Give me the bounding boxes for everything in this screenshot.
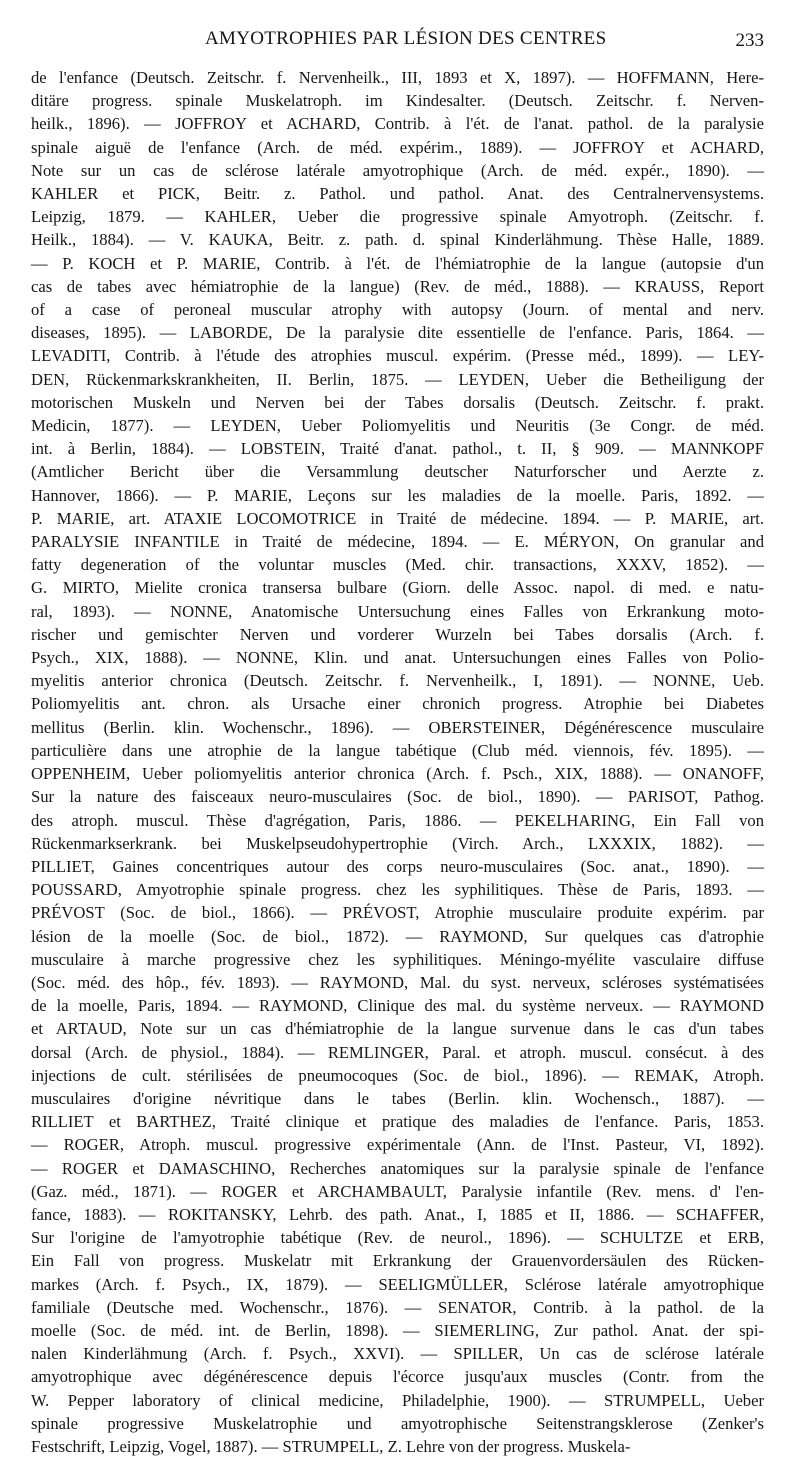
text-line: particulière dans une atrophie de la langue tabétique (Club méd. viennois, fév. 1895). — (31, 740, 764, 760)
text-line: dorsal (Arch. de physiol., 1884). — REMLINGER, Paral. et atroph. muscul. consécut. à des (31, 1042, 764, 1062)
text-line: de l'enfance (Deutsch. Zeitschr. f. Nervenheilk., III, 1893 et X, 1897). — HOFFMANN, Here- (31, 68, 764, 87)
text-line: ral, 1893). — NONNE, Anatomische Untersuchung eines Falles von Erkrankung moto- (31, 601, 764, 621)
text-line: musculaire à marche progressive chez les syphilitiques. Méningo-myélite vasculaire diffuse (31, 949, 764, 969)
text-line: KAHLER et PICK, Beitr. z. Pathol. und pathol. Anat. des Centralnervensystems. (31, 184, 764, 204)
text-line: myelitis anterior chronica (Deutsch. Zeitschr. f. Nervenheilk., I, 1891). — NONNE, Ueb. (31, 671, 764, 691)
text-line: fatty degeneration of the voluntar muscles (Med. chir. transactions, XXXV, 1852). — (31, 555, 764, 575)
text-line: diseases, 1895). — LABORDE, De la paralysie dite essentielle de l'enfance. Paris, 1864. — (31, 323, 764, 343)
text-line: (Amtlicher Bericht über die Versammlung deutscher Naturforscher und Aerzte z. (31, 462, 764, 482)
text-line: rischer und gemischter Nerven und vorderer Wurzeln bei Tabes dorsalis (Arch. f. (31, 624, 764, 644)
text-line: heilk., 1896). — JOFFROY et ACHARD, Contrib. à l'ét. de l'anat. pathol. de la paralysie (31, 114, 764, 134)
text-line: (Gaz. méd., 1871). — ROGER et ARCHAMBAULT, Paralysie infantile (Rev. mens. d' l'en- (31, 1181, 764, 1201)
text-line: amyotrophique avec dégénérescence depuis l'écorce jusqu'aux muscles (Contr. from the (31, 1367, 764, 1387)
text-line: Note sur un cas de sclérose latérale amyotrophique (Arch. de méd. expér., 1890). — (31, 160, 764, 180)
bibliography-text (31, 66, 764, 1458)
text-line: OPPENHEIM, Ueber poliomyelitis anterior chronica (Arch. f. Psch., XIX, 1888). — ONANOFF, (31, 764, 764, 784)
text-line: Leipzig, 1879. — KAHLER, Ueber die progressive spinale Amyotroph. (Zeitschr. f. (31, 207, 764, 227)
text-line: int. à Berlin, 1884). — LOBSTEIN, Traité d'anat. pathol., t. II, § 909. — MANNKOPF (31, 439, 764, 459)
text-line: Poliomyelitis ant. chron. als Ursache einer chronich progress. Atrophie bei Diabetes (31, 694, 764, 714)
page-header (0, 28, 800, 58)
text-line: familiale (Deutsche med. Wochenschr., 1876). — SENATOR, Contrib. à la pathol. de la (31, 1297, 764, 1317)
text-line: et ARTAUD, Note sur un cas d'hémiatrophie de la langue survenue dans le cas d'un tabes (31, 1019, 764, 1039)
text-line: DEN, Rückenmarkskrankheiten, II. Berlin, 1875. — LEYDEN, Ueber die Betheiligung der (31, 369, 764, 389)
text-line: nalen Kinderlähmung (Arch. f. Psych., XXVI). — SPILLER, Un cas de sclérose latérale (31, 1344, 764, 1364)
running-title: AMYOTROPHIES PAR LÉSION DES CENTRES (205, 28, 607, 49)
text-line: PRÉVOST (Soc. de biol., 1866). — PRÉVOST, Atrophie musculaire produite expérim. par (31, 903, 764, 923)
text-line: PARALYSIE INFANTILE in Traité de médecine, 1894. — E. MÉRYON, On granular and (31, 532, 764, 552)
text-line: Medicin, 1877). — LEYDEN, Ueber Poliomyelitis und Neuritis (3e Congr. de méd. (31, 416, 764, 436)
text-line: PILLIET, Gaines concentriques autour des corps neuro-musculaires (Soc. anat., 1890). — (31, 856, 764, 876)
text-line: — ROGER, Atroph. muscul. progressive expérimentale (Ann. de l'Inst. Pasteur, VI, 1892). (31, 1135, 764, 1155)
text-line: Sur l'origine de l'amyotrophie tabétique (Rev. de neurol., 1896). — SCHULTZE et ERB, (31, 1228, 764, 1248)
text-line: Festschrift, Leipzig, Vogel, 1887). — STRUMPELL, Z. Lehre von der progress. Muskela- (31, 1436, 631, 1456)
text-line: Ein Fall von progress. Muskelatr mit Erkrankung der Grauenvordersäulen des Rücken- (31, 1251, 764, 1271)
text-line: de la moelle, Paris, 1894. — RAYMOND, Clinique des mal. du système nerveux. — RAYMOND (31, 996, 764, 1016)
text-line: musculaires d'origine névritique dans le tabes (Berlin. klin. Wochensch., 1887). — (31, 1088, 764, 1108)
text-line: (Soc. méd. des hôp., fév. 1893). — RAYMOND, Mal. du syst. nerveux, scléroses systématisées (31, 972, 764, 992)
text-line: moelle (Soc. de méd. int. de Berlin, 1898). — SIEMERLING, Zur pathol. Anat. der spi- (31, 1320, 764, 1340)
text-line: Hannover, 1866). — P. MARIE, Leçons sur les maladies de la moelle. Paris, 1892. — (31, 485, 764, 505)
text-line: cas de tabes avec hémiatrophie de la langue) (Rev. de méd., 1888). — KRAUSS, Report (31, 276, 764, 296)
text-line: LEVADITI, Contrib. à l'étude des atrophies muscul. expérim. (Presse méd., 1899). — LEY- (31, 346, 764, 366)
text-line: motorischen Muskeln und Nerven bei der Tabes dorsalis (Deutsch. Zeitschr. f. prakt. (31, 392, 764, 412)
text-line: spinale aiguë de l'enfance (Arch. de méd. expérim., 1889). — JOFFROY et ACHARD, (31, 137, 764, 157)
text-line: ditäre progress. spinale Muskelatroph. im Kindesalter. (Deutsch. Zeitschr. f. Nerven- (31, 91, 764, 111)
text-line: W. Pepper laboratory of clinical medicine, Philadelphie, 1900). — STRUMPELL, Ueber (31, 1390, 764, 1410)
text-line: Sur la nature des faisceaux neuro-musculaires (Soc. de biol., 1890). — PARISOT, Pathog. (31, 787, 764, 807)
text-line: of a case of peroneal muscular atrophy with autopsy (Journ. of mental and nerv. (31, 300, 764, 320)
text-line: spinale progressive Muskelatrophie und amyotrophische Seitenstrangsklerose (Zenker's (31, 1413, 764, 1433)
text-line: lésion de la moelle (Soc. de biol., 1872). — RAYMOND, Sur quelques cas d'atrophie (31, 926, 764, 946)
text-line: Rückenmarkserkrank. bei Muskelpseudohypertrophie (Virch. Arch., LXXXIX, 1882). — (31, 833, 764, 853)
text-line: — ROGER et DAMASCHINO, Recherches anatomiques sur la paralysie spinale de l'enfance (31, 1158, 764, 1178)
text-line: POUSSARD, Amyotrophie spinale progress. chez les syphilitiques. Thèse de Paris, 1893. — (31, 880, 764, 900)
page-number: 233 (735, 30, 764, 51)
text-line: G. MIRTO, Mielite cronica transersa bulbare (Giorn. delle Assoc. napol. di med. e natu- (31, 578, 764, 598)
text-line: injections de cult. stérilisées de pneumocoques (Soc. de biol., 1896). — REMAK, Atroph. (31, 1065, 764, 1085)
text-line: des atroph. muscul. Thèse d'agrégation, Paris, 1886. — PEKELHARING, Ein Fall von (31, 810, 764, 830)
text-line: RILLIET et BARTHEZ, Traité clinique et pratique des maladies de l'enfance. Paris, 1853. (31, 1112, 764, 1132)
text-line: fance, 1883). — ROKITANSKY, Lehrb. des path. Anat., I, 1885 et II, 1886. — SCHAFFER, (31, 1204, 764, 1224)
text-line: Psych., XIX, 1888). — NONNE, Klin. und anat. Untersuchungen eines Falles von Polio- (31, 648, 764, 668)
text-line: Heilk., 1884). — V. KAUKA, Beitr. z. path. d. spinal Kinderlähmung. Thèse Halle, 1889. (31, 230, 764, 250)
text-line: mellitus (Berlin. klin. Wochenschr., 1896). — OBERSTEINER, Dégénérescence musculaire (31, 717, 764, 737)
text-line: markes (Arch. f. Psych., IX, 1879). — SEELIGMÜLLER, Sclérose latérale amyotrophique (31, 1274, 764, 1294)
text-line: P. MARIE, art. ATAXIE LOCOMOTRICE in Traité de médecine. 1894. — P. MARIE, art. (31, 508, 764, 528)
text-line: — P. KOCH et P. MARIE, Contrib. à l'ét. de l'hémiatrophie de la langue (autopsie d'un (31, 253, 764, 273)
